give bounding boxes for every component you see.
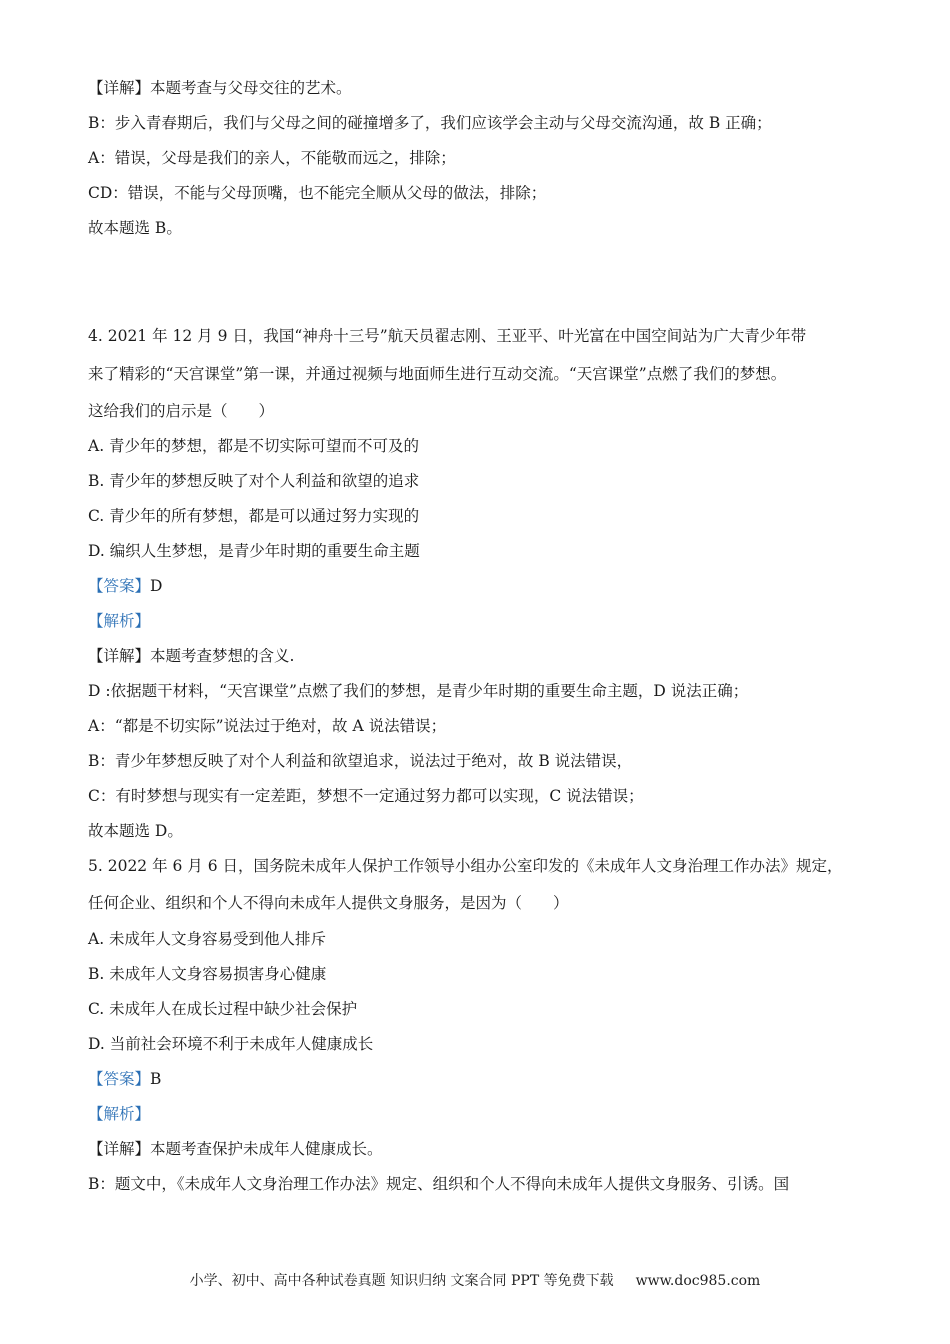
- footer-text: 小学、初中、高中各种试卷真题 知识归纳 文案合同 PPT 等免费下载: [189, 1273, 614, 1289]
- question-5-option-b: B. 未成年人文身容易损害身心健康: [88, 965, 327, 983]
- question-4-option-b: B. 青少年的梦想反映了对个人利益和欲望的追求: [88, 472, 420, 490]
- question-4-option-c: C. 青少年的所有梦想，都是可以通过努力实现的: [88, 507, 420, 525]
- footer-site-link[interactable]: www.doc985.com: [635, 1273, 761, 1289]
- question-4-stem: 这给我们的启示是（ ）: [88, 402, 275, 420]
- question-4-detail-heading: 【详解】本题考查梦想的含义.: [88, 647, 295, 665]
- question-4-detail-line: A：“都是不切实际”说法过于绝对，故 A 说法错误；: [88, 717, 447, 735]
- answer-tag: 【答案】: [88, 577, 151, 595]
- answer-value: B: [150, 1070, 162, 1088]
- question-5-answer: [88, 1069, 870, 1089]
- question-4-detail-line: C：有时梦想与现实有一定差距，梦想不一定通过努力都可以实现，C 说法错误；: [88, 787, 644, 805]
- question-5-option-a: A. 未成年人文身容易受到他人排斥: [88, 930, 327, 948]
- question-5-option-d: D. 当前社会环境不利于未成年人健康成长: [88, 1035, 374, 1053]
- question-5-detail-heading: 【详解】本题考查保护未成年人健康成长。: [88, 1140, 383, 1158]
- page-footer: [0, 1270, 950, 1290]
- question-5-detail-line: B：题文中，《未成年人文身治理工作办法》规定、组织和个人不得向未成年人提供文身服务、引诱。国: [88, 1175, 790, 1193]
- question-5-stem: 任何企业、组织和个人不得向未成年人提供文身服务，是因为（ ）: [88, 894, 569, 912]
- question-4-answer: [88, 576, 870, 596]
- detail-line: CD：错误，不能与父母顶嘴，也不能完全顺从父母的做法，排除；: [88, 184, 547, 202]
- analysis-tag: 【解析】: [88, 612, 151, 630]
- detail-heading: 【详解】本题考查与父母交往的艺术。: [88, 79, 352, 97]
- question-5-stem: 5. 2022 年 6 月 6 日，国务院未成年人保护工作领导小组办公室印发的《未成年人文身治理工作办法》规定，: [88, 857, 843, 875]
- analysis-tag: 【解析】: [88, 1105, 151, 1123]
- detail-line: 故本题选 B。: [88, 219, 182, 237]
- answer-tag: 【答案】: [88, 1070, 151, 1088]
- question-4-option-a: A. 青少年的梦想，都是不切实际可望而不可及的: [88, 437, 420, 455]
- question-4-detail-line: B：青少年梦想反映了对个人利益和欲望追求，说法过于绝对，故 B 说法错误，: [88, 752, 633, 770]
- question-4-stem: 来了精彩的“天宫课堂”第一课，并通过视频与地面师生进行互动交流。“天宫课堂”点燃了我们的梦想。: [88, 365, 787, 383]
- question-4-detail-line: D :依据题干材料，“天宫课堂”点燃了我们的梦想，是青少年时期的重要生命主题，D 说法正确；: [88, 682, 749, 700]
- question-4-stem: 4. 2021 年 12 月 9 日，我国“神舟十三号”航天员翟志刚、王亚平、叶光富在中国空间站为广大青少年带: [88, 327, 807, 345]
- question-4-option-d: D. 编织人生梦想，是青少年时期的重要生命主题: [88, 542, 420, 560]
- detail-line: A：错误，父母是我们的亲人，不能敬而远之，排除；: [88, 149, 456, 167]
- question-4-detail-line: 故本题选 D。: [88, 822, 183, 840]
- detail-line: B：步入青春期后，我们与父母之间的碰撞增多了，我们应该学会主动与父母交流沟通，故 B 正确；: [88, 114, 772, 132]
- answer-value: D: [150, 577, 163, 595]
- question-5-option-c: C. 未成年人在成长过程中缺少社会保护: [88, 1000, 358, 1018]
